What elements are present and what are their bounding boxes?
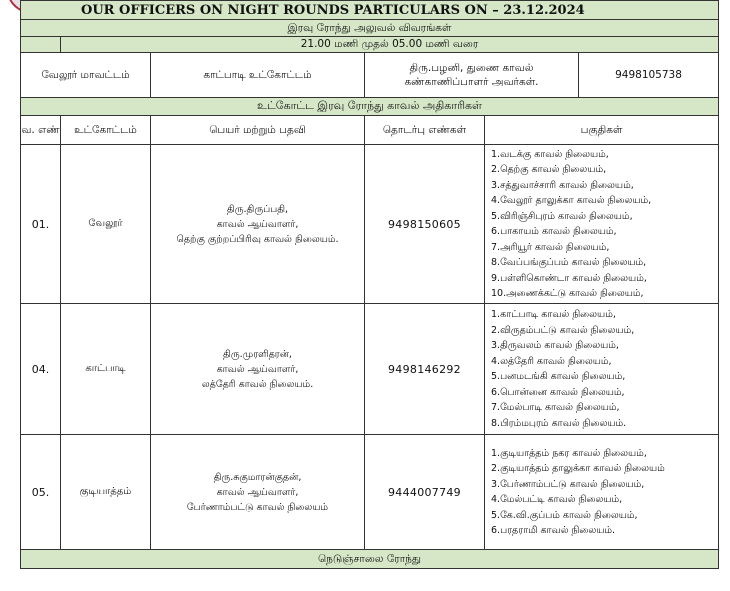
highway-patrol-heading: நெடுஞ்சாலை ரோந்து	[21, 550, 719, 569]
area-item: 1.காட்பாடி காவல் நிலையம்,	[491, 309, 616, 320]
row-sno: 04.	[21, 304, 61, 435]
row-sno: 01.	[21, 145, 61, 304]
column-header-officer: பெயர் மற்றும் பதவி	[151, 116, 365, 145]
area-item: 6.பொன்னை காவல் நிலையம்,	[491, 386, 625, 398]
column-header-sno: வ. எண்	[21, 116, 61, 145]
officer-rank: காவல் ஆய்வாளர்,	[216, 486, 299, 498]
area-item: 7.மேல்பாடி காவல் நிலையம்,	[491, 402, 620, 413]
officer-station: தெற்கு குற்றப்பிரிவு காவல் நிலையம்.	[176, 233, 339, 245]
column-header-subdivision: உட்கோட்டம்	[61, 116, 151, 145]
officer-rank: காவல் ஆய்வாளர்,	[216, 218, 299, 230]
row-phone: 9498150605	[365, 145, 485, 304]
area-item: 2.விருதம்பட்டு காவல் நிலையம்,	[491, 324, 635, 336]
area-item: 4.லத்தேரி காவல் நிலையம்,	[491, 355, 612, 367]
column-header-phone: தொடர்பு எண்கள்	[365, 116, 485, 145]
row-officer	[151, 435, 365, 550]
district-subdivision: காட்பாடி உட்கோட்டம்	[151, 53, 365, 98]
supervising-officer-phone: 9498105738	[615, 69, 682, 81]
area-item: 8.பிரம்மபுரம் காவல் நிலையம்.	[491, 417, 627, 429]
area-item: 5.விரிஞ்சிபுரம் காவல் நிலையம்,	[491, 210, 633, 222]
section-title: உட்கோட்ட இரவு ரோந்து காவல் அதிகாரிகள்	[21, 98, 719, 116]
night-rounds-table	[20, 0, 719, 569]
officer-name: திரு.சுகுமாரன்குதன்,	[213, 471, 302, 483]
district-name: வேலூர் மாவட்டம்	[21, 53, 151, 98]
area-item: 4.வேலூர் தாலுக்கா காவல் நிலையம்,	[491, 195, 652, 206]
row-officer	[151, 304, 365, 435]
area-item: 4.மேல்பட்டி காவல் நிலையம்,	[491, 494, 623, 505]
table-row	[21, 435, 719, 550]
page-subtitle: இரவு ரோந்து அலுவல் விவரங்கள்	[21, 20, 719, 37]
area-item: 3.சத்துவாச்சாரி காவல் நிலையம்,	[491, 179, 634, 191]
row-areas	[485, 145, 719, 304]
row-subdivision: வேலூர்	[61, 145, 151, 304]
column-header-areas: பகுதிகள்	[485, 116, 719, 145]
area-item: 8.வேப்பங்குப்பம் காவல் நிலையம்,	[491, 257, 647, 268]
area-item: 2.தெற்கு காவல் நிலையம்,	[491, 164, 607, 175]
officer-name: திரு.முரளிதரன்,	[223, 348, 292, 360]
time-range: 21.00 மணி முதல் 05.00 மணி வரை	[61, 37, 719, 53]
officer-name: திரு.திருப்பதி,	[226, 203, 289, 215]
page-title: OUR OFFICERS ON NIGHT ROUNDS PARTICULARS ON – 23.12.2024	[21, 1, 719, 20]
area-item: 2.குடியாத்தம் தாலுக்கா காவல் நிலையம்	[491, 463, 665, 474]
officer-rank: காவல் ஆய்வாளர்,	[216, 363, 299, 375]
area-item: 3.பேர்ணாம்பட்டு காவல் நிலையம்,	[491, 478, 645, 490]
area-item: 7.அரியூர் காவல் நிலையம்,	[491, 241, 610, 253]
row-areas	[485, 304, 719, 435]
officer-station: லத்தேரி காவல் நிலையம்.	[201, 378, 314, 390]
night-rounds-sheet	[20, 0, 718, 569]
area-item: 5.கே.வி.குப்பம் காவல் நிலையம்,	[491, 509, 638, 521]
area-item: 1.குடியாத்தம் நகர காவல் நிலையம்,	[491, 447, 647, 459]
row-subdivision: காட்பாடி	[61, 304, 151, 435]
table-row	[21, 304, 719, 435]
row-subdivision: குடியாத்தம்	[61, 435, 151, 550]
row-sno: 05.	[21, 435, 61, 550]
row-phone: 9444007749	[365, 435, 485, 550]
area-item: 6.பரதராமி காவல் நிலையம்.	[491, 525, 616, 536]
officer-station: பேர்ணாம்பட்டு காவல் நிலையம்	[186, 501, 329, 513]
row-phone: 9498146292	[365, 304, 485, 435]
area-item: 5.பனமடங்கி காவல் நிலையம்,	[491, 371, 626, 382]
area-item: 6.பாகாயம் காவல் நிலையம்,	[491, 226, 617, 237]
row-officer	[151, 145, 365, 304]
row-areas	[485, 435, 719, 550]
area-item: 1.வடக்கு காவல் நிலையம்,	[491, 148, 609, 160]
area-item: 9.பள்ளிகொண்டா காவல் நிலையம்,	[491, 272, 647, 284]
area-item: 10.அணைக்கட்டு காவல் நிலையம்,	[491, 288, 644, 299]
area-item: 3.திருவலம் காவல் நிலையம்,	[491, 340, 619, 351]
supervising-officer: திரு.பழனி, துணை காவல் கண்காணிப்பாளர் அவர்கள்.	[365, 53, 579, 97]
table-row	[21, 145, 719, 304]
